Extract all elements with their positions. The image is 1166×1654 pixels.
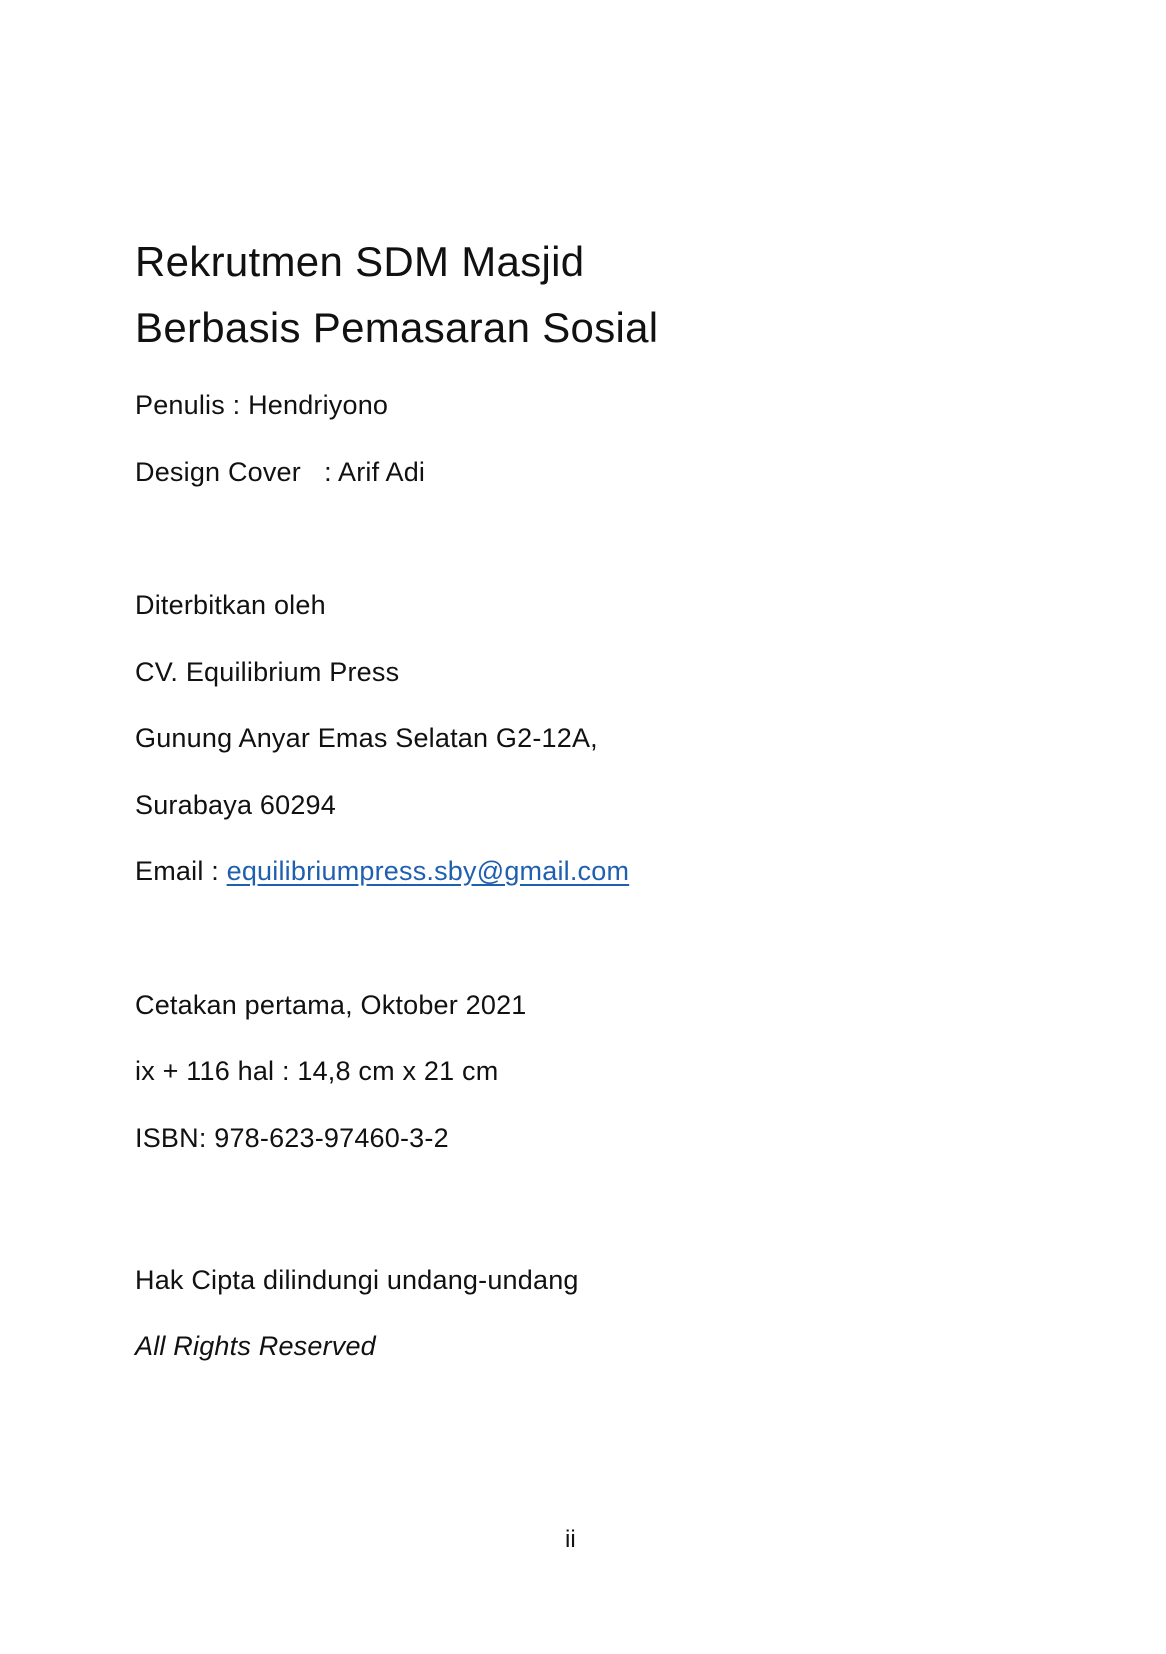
copyright-notice: Hak Cipta dilindungi undang-undang [135,1265,579,1295]
printing-info: Cetakan pertama, Oktober 2021 [135,990,527,1020]
email-line [135,853,629,889]
email-label: Email : [135,856,227,886]
isbn-label: ISBN: [135,1123,215,1153]
page-size-info: ix + 116 hal : 14,8 cm x 21 cm [135,1056,499,1086]
isbn-line [135,1120,449,1156]
cover-label: Design Cover : [135,457,338,487]
page-number: ii [565,1526,576,1553]
cover-designer-name: Arif Adi [338,457,426,487]
published-by: Diterbitkan oleh [135,590,326,620]
publisher-city: Surabaya 60294 [135,790,336,820]
publisher-name: CV. Equilibrium Press [135,657,400,687]
book-title-line-2: Berbasis Pemasaran Sosial [135,304,659,351]
author-label: Penulis : [135,390,249,420]
all-rights-reserved: All Rights Reserved [135,1331,376,1361]
email-link[interactable]: equilibriumpress.sby@gmail.com [226,856,630,886]
book-title-line-1: Rekrutmen SDM Masjid [135,238,585,285]
author-name: Hendriyono [248,390,389,420]
isbn-value: 978-623-97460-3-2 [214,1123,449,1153]
cover-designer-line [135,454,425,490]
author-line [135,387,388,423]
publisher-address: Gunung Anyar Emas Selatan G2-12A, [135,723,598,753]
